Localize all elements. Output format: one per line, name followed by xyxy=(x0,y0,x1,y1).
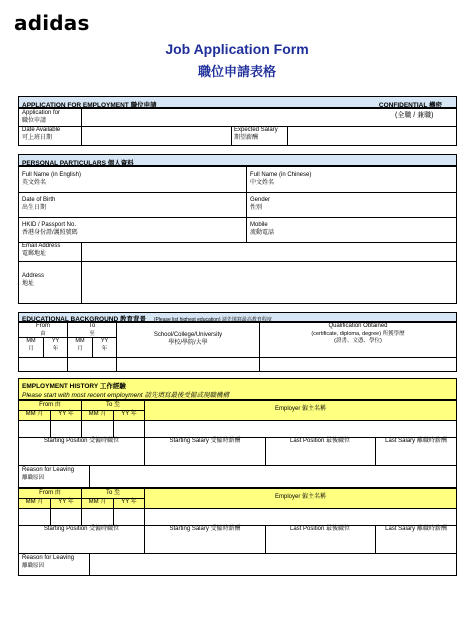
personal-header: PERSONAL PARTICULARS 個人資料 xyxy=(18,154,457,166)
email-field[interactable] xyxy=(82,243,455,260)
emp1-employer-label: Employer 僱主名稱 xyxy=(274,406,326,412)
emp1-starting-position-label: Starting Position 受僱時職位 xyxy=(43,438,120,444)
application-header-label: APPLICATION FOR EMPLOYMENT 職位申請 xyxy=(22,102,157,109)
emp1-from-label: From 由 xyxy=(39,402,61,408)
mobile-field[interactable] xyxy=(349,218,454,241)
edu-to-mm: MM 月 xyxy=(75,338,85,352)
dob-label: Date of Birth 出生日期 xyxy=(22,197,56,211)
emp1-last-salary-label: Last Salary 離職時薪酬 xyxy=(385,438,447,444)
address-label: Address 地址 xyxy=(22,273,45,287)
school-label: School/College/University 學校/學院/大學 xyxy=(153,332,223,346)
fulltime-parttime-option[interactable]: (全職 / 兼職) xyxy=(395,112,434,119)
date-available-field[interactable] xyxy=(82,127,230,145)
full-name-zh-label: Full Name (in Chinese) 中文姓名 xyxy=(250,172,312,186)
confidential-label: CONFIDENTIAL 機密 xyxy=(378,102,442,109)
emp1-to-yy: YY 年 xyxy=(121,411,137,417)
emp1-from-yy: YY 年 xyxy=(58,411,74,417)
form-title: Job Application Form xyxy=(165,41,309,57)
emp1-starting-salary-label: Starting Salary 受僱時薪酬 xyxy=(169,438,241,444)
edu-to-label: To 至 xyxy=(88,323,96,337)
expected-salary-field[interactable] xyxy=(288,127,456,145)
emp1-reason-field[interactable] xyxy=(90,466,456,487)
employment-entry-1 xyxy=(18,400,457,488)
edu-from-yy: YY 年 xyxy=(51,338,60,352)
full-name-zh-field[interactable] xyxy=(349,168,454,191)
employment-entry-2 xyxy=(18,488,457,576)
full-name-en-label: Full Name (in English) 英文姓名 xyxy=(22,172,82,186)
emp2-to-label: To 至 xyxy=(105,490,120,496)
edu-to-yy: YY 年 xyxy=(100,338,109,352)
education-section xyxy=(18,322,457,372)
education-header: EDUCATIONAL BACKGROUND 教育背景 (Please list highest education) 請先填寫最高教育程度 xyxy=(18,312,457,322)
employment-subheader: Please start with most recent employment 請先填寫最後受僱或現職機構 xyxy=(22,392,229,399)
emp2-from-yy: YY 年 xyxy=(58,499,74,505)
emp1-reason-label: Reason for Leaving 離職原因 xyxy=(22,467,75,481)
emp2-starting-salary-label: Starting Salary 受僱時薪酬 xyxy=(169,526,241,532)
edu-from-label: From 由 xyxy=(36,323,50,337)
personal-section xyxy=(18,166,457,304)
emp2-to-yy: YY 年 xyxy=(121,499,137,505)
emp2-last-position-label: Last Position 最後職位 xyxy=(289,526,351,532)
emp2-reason-label: Reason for Leaving 離職原因 xyxy=(22,555,75,569)
application-section xyxy=(18,108,457,146)
emp2-to-mm: MM 月 xyxy=(88,499,107,505)
edu-from-mm: MM 月 xyxy=(26,338,36,352)
qualification-label: Qualification Obtained (certificate, diploma, degree) 所獲學歷 (證書、文憑、學位) xyxy=(311,323,405,344)
address-field[interactable] xyxy=(82,262,455,303)
emp2-employer-label: Employer 僱主名稱 xyxy=(274,494,326,500)
hkid-label: HKID / Passport No. 香港身份證/護照號碼 xyxy=(22,222,78,236)
brand-logo: adidas xyxy=(14,11,90,35)
hkid-field[interactable] xyxy=(119,218,244,241)
application-header xyxy=(18,96,457,108)
emp1-from-mm: MM 月 xyxy=(25,411,44,417)
application-for-label: Application for 職位申請 xyxy=(22,110,61,124)
full-name-en-field[interactable] xyxy=(119,168,244,191)
education-note: (Please list highest education) 請先填寫最高教育程度 xyxy=(153,317,272,323)
gender-field[interactable] xyxy=(349,193,454,216)
form-title-chinese: 職位申請表格 xyxy=(197,65,276,80)
employment-header: EMPLOYMENT HISTORY 工作經驗 Please start with most recent employment 請先填寫最後受僱或現職機構 xyxy=(18,378,457,400)
emp2-reason-field[interactable] xyxy=(90,554,456,575)
emp1-last-position-label: Last Position 最後職位 xyxy=(289,438,351,444)
email-label: Email Address 電郵地址 xyxy=(22,243,61,257)
expected-salary-label: Expected Salary 期望薪酬 xyxy=(234,127,278,141)
gender-label: Gender 性別 xyxy=(250,197,271,211)
emp2-last-salary-label: Last Salary 離職時薪酬 xyxy=(385,526,447,532)
dob-field[interactable] xyxy=(119,193,244,216)
mobile-label: Mobile 流動電話 xyxy=(250,222,275,236)
emp2-from-label: From 由 xyxy=(39,490,61,496)
emp2-from-mm: MM 月 xyxy=(25,499,44,505)
emp1-to-label: To 至 xyxy=(105,402,120,408)
emp1-to-mm: MM 月 xyxy=(88,411,107,417)
education-entry-row[interactable] xyxy=(20,358,456,370)
date-available-label: Date Available 可上班日期 xyxy=(22,127,61,141)
emp2-starting-position-label: Starting Position 受僱時職位 xyxy=(43,526,120,532)
